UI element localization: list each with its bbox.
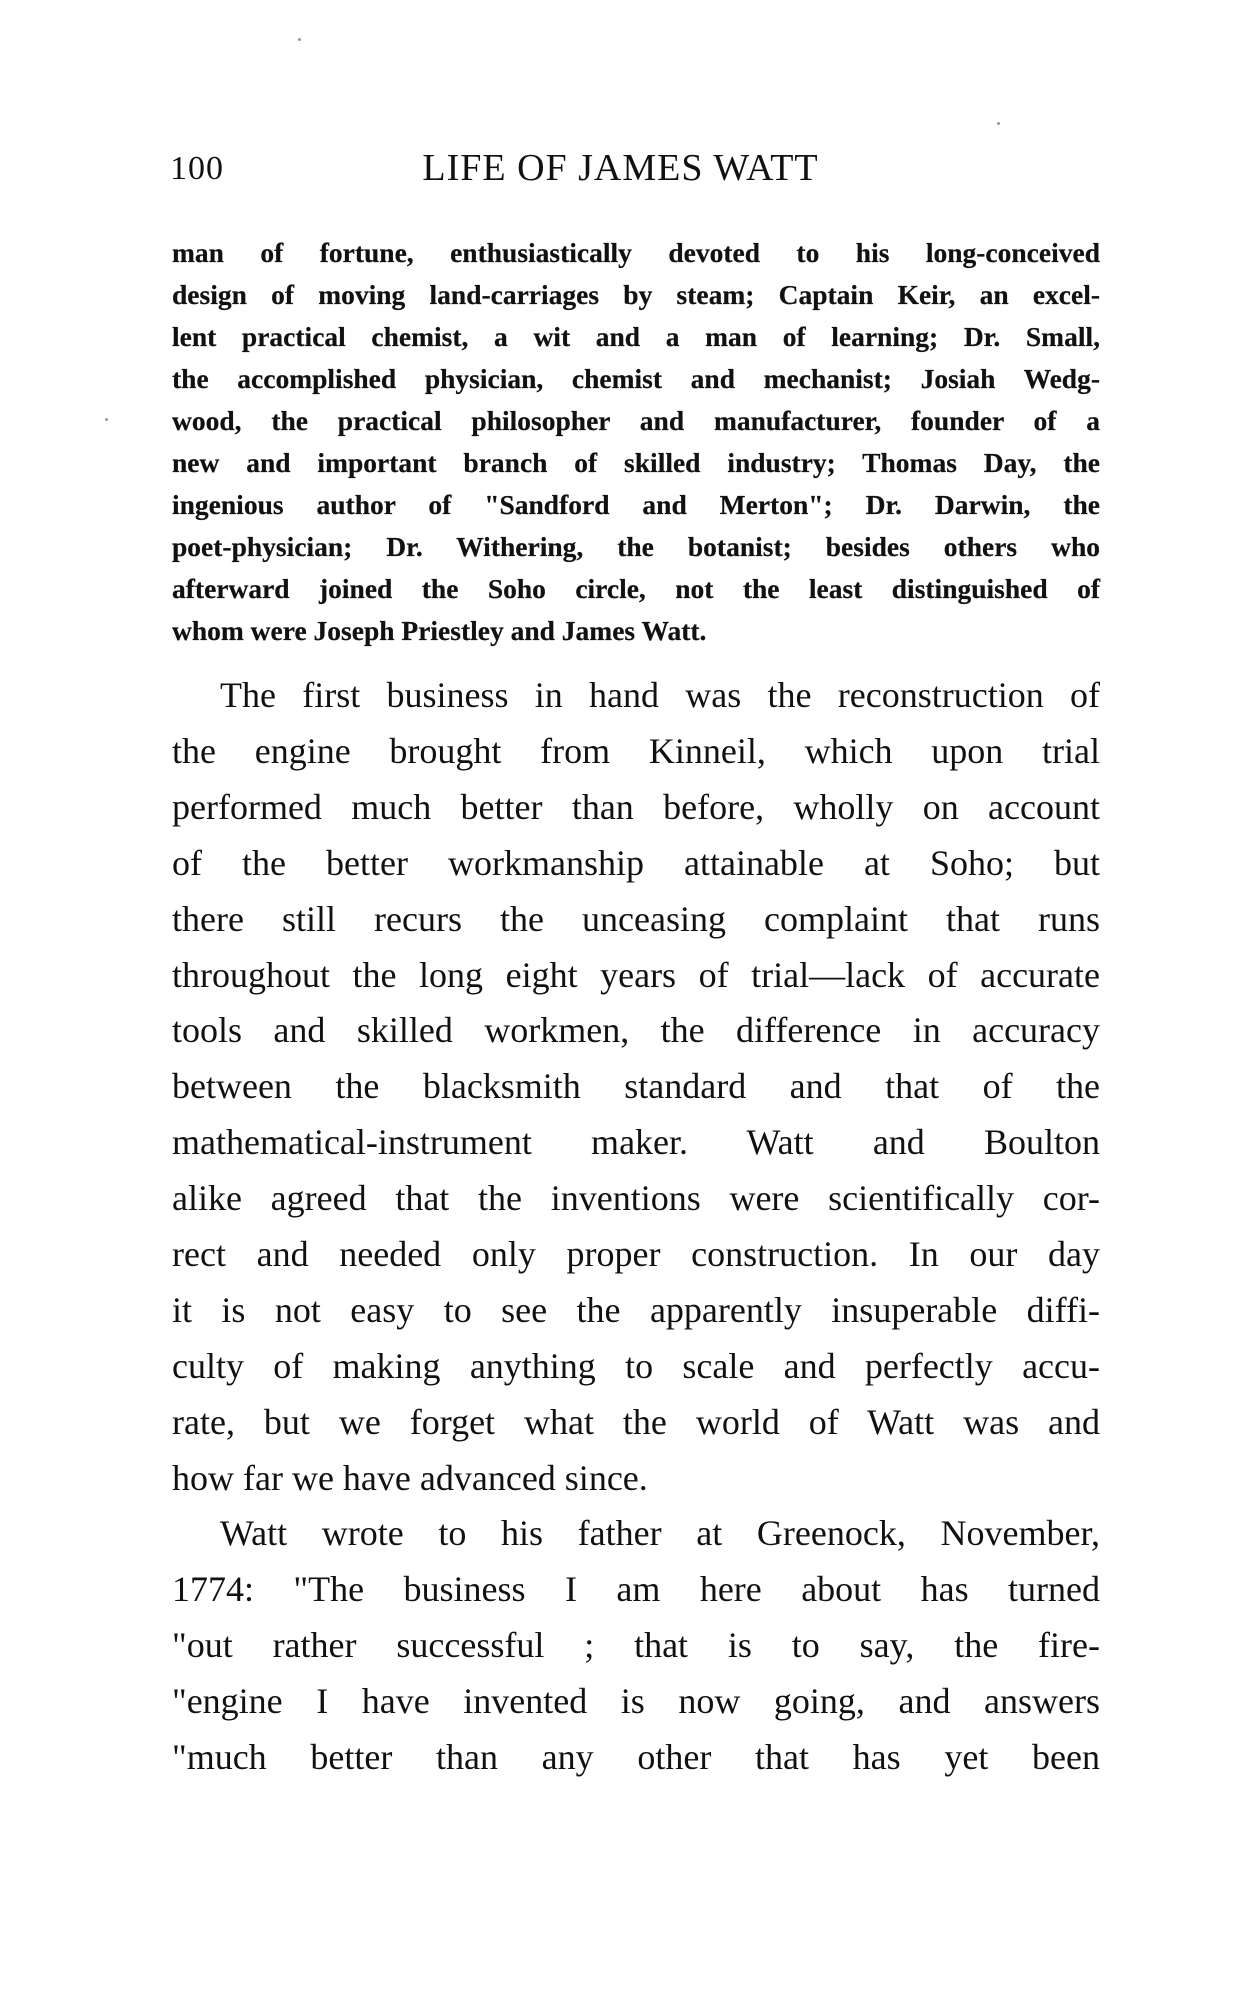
- text-line: the engine brought from Kinneil, which upon trial: [172, 730, 1100, 771]
- text-line: the accomplished physician, chemist and mechanist; Josiah Wedg-: [172, 363, 1100, 394]
- text-line: new and important branch of skilled industry; Thomas Day, the: [172, 447, 1100, 478]
- running-title: LIFE OF JAMES WATT: [422, 147, 819, 189]
- text-line: "out rather successful ; that is to say, the fire-: [172, 1624, 1100, 1665]
- text-line: there still recurs the unceasing complaint that runs: [172, 898, 1100, 939]
- text-line: afterward joined the Soho circle, not the least distinguished of: [172, 573, 1100, 604]
- text-line: man of fortune, enthusiastically devoted to his long-conceived: [172, 237, 1100, 268]
- page-number: 100: [170, 150, 224, 187]
- scan-speck: [105, 418, 108, 421]
- text-line: rate, but we forget what the world of Watt was and: [172, 1401, 1100, 1442]
- text-line: Watt wrote to his father at Greenock, November,: [220, 1513, 1100, 1553]
- text-line: mathematical-instrument maker. Watt and Boulton: [172, 1122, 1100, 1163]
- text-line: 1774: "The business I am here about has turned: [172, 1568, 1100, 1609]
- text-line: it is not easy to see the apparently insuperable diffi-: [172, 1289, 1100, 1330]
- text-line: culty of making anything to scale and perfectly accu-: [172, 1345, 1100, 1386]
- scan-speck: [298, 38, 301, 41]
- body-paragraph-1: [172, 668, 1100, 1507]
- text-line: performed much better than before, wholly on account: [172, 786, 1100, 827]
- text-line: how far we have advanced since.: [172, 1457, 648, 1498]
- text-line: wood, the practical philosopher and manufacturer, founder of a: [172, 405, 1100, 436]
- text-line: The first business in hand was the reconstruction of: [220, 675, 1100, 715]
- extract-block: [172, 232, 1100, 652]
- body-paragraph-2: [172, 1506, 1100, 1786]
- scan-speck: [997, 122, 1000, 125]
- text-line: throughout the long eight years of trial—lack of accurate: [172, 954, 1100, 995]
- text-line: between the blacksmith standard and that of the: [172, 1066, 1100, 1107]
- text-line: of the better workmanship attainable at Soho; but: [172, 842, 1100, 883]
- text-line: whom were Joseph Priestley and James Watt.: [172, 615, 707, 646]
- text-line: poet-physician; Dr. Withering, the botanist; besides others who: [172, 531, 1100, 562]
- text-line: "much better than any other that has yet been: [172, 1736, 1100, 1777]
- text-line: lent practical chemist, a wit and a man of learning; Dr. Small,: [172, 321, 1100, 352]
- text-line: rect and needed only proper construction. In our day: [172, 1234, 1100, 1275]
- text-line: design of moving land-carriages by steam; Captain Keir, an excel-: [172, 279, 1100, 310]
- text-line: tools and skilled workmen, the difference in accuracy: [172, 1010, 1100, 1051]
- text-line: "engine I have invented is now going, and answers: [172, 1680, 1100, 1721]
- text-line: ingenious author of "Sandford and Merton"; Dr. Darwin, the: [172, 489, 1100, 520]
- text-line: alike agreed that the inventions were scientifically cor-: [172, 1178, 1100, 1219]
